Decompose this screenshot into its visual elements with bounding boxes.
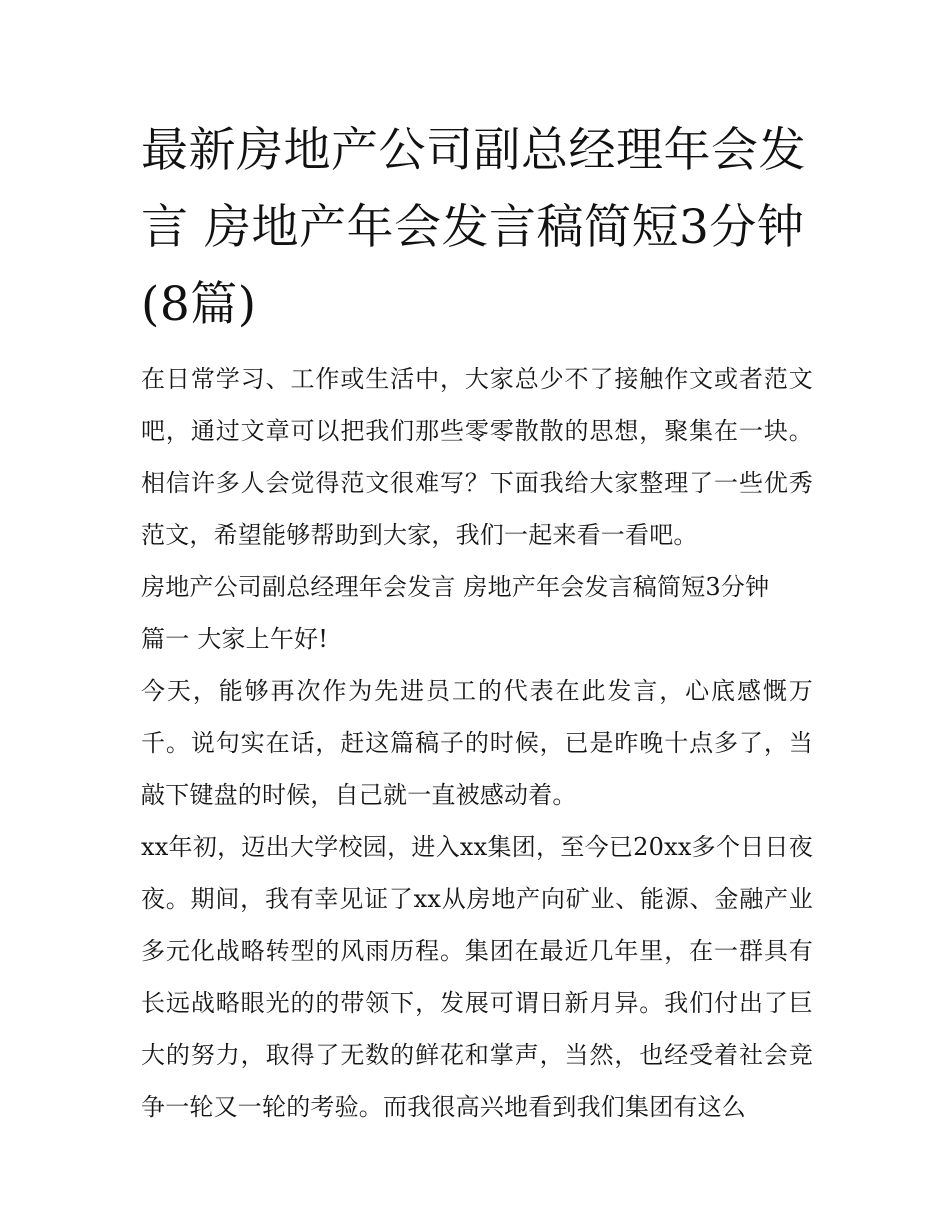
document-content (141, 112, 813, 1133)
subtitle-line: 房地产公司副总经理年会发言 房地产年会发言稿简短3分钟 (141, 573, 770, 601)
document-body (141, 353, 813, 1133)
document-title: 最新房地产公司副总经理年会发言 房地产年会发言稿简短3分钟(8篇) (141, 123, 806, 332)
body-paragraph: 今天，能够再次作为先进员工的代表在此发言，心底感慨万千。说句实在话，赶这篇稿子的时候，已是昨晚十点多了，当敲下键盘的时候，自己就一直被感动着。 (141, 677, 813, 809)
section-heading: 篇一 大家上午好! (141, 625, 329, 653)
intro-paragraph: 在日常学习、工作或生活中，大家总少不了接触作文或者范文吧，通过文章可以把我们那些零零散散的思想，聚集在一块。相信许多人会觉得范文很难写？下面我给大家整理了一些优秀范文，希望能够帮助到大家，我们一起来看一看吧。 (141, 365, 813, 549)
body-paragraph: xx年初，迈出大学校园，进入xx集团，至今已20xx多个日日夜夜。期间，我有幸见证了xx从房地产向矿业、能源、金融产业多元化战略转型的风雨历程。集团在最近几年里，在一群具有长远战略眼光的的带领下，发展可谓日新月异。我们付出了巨大的努力，取得了无数的鲜花和掌声，当然，也经受着社会竞争一轮又一轮的考验。而我很高兴地看到我们集团有这么 (141, 833, 813, 1121)
